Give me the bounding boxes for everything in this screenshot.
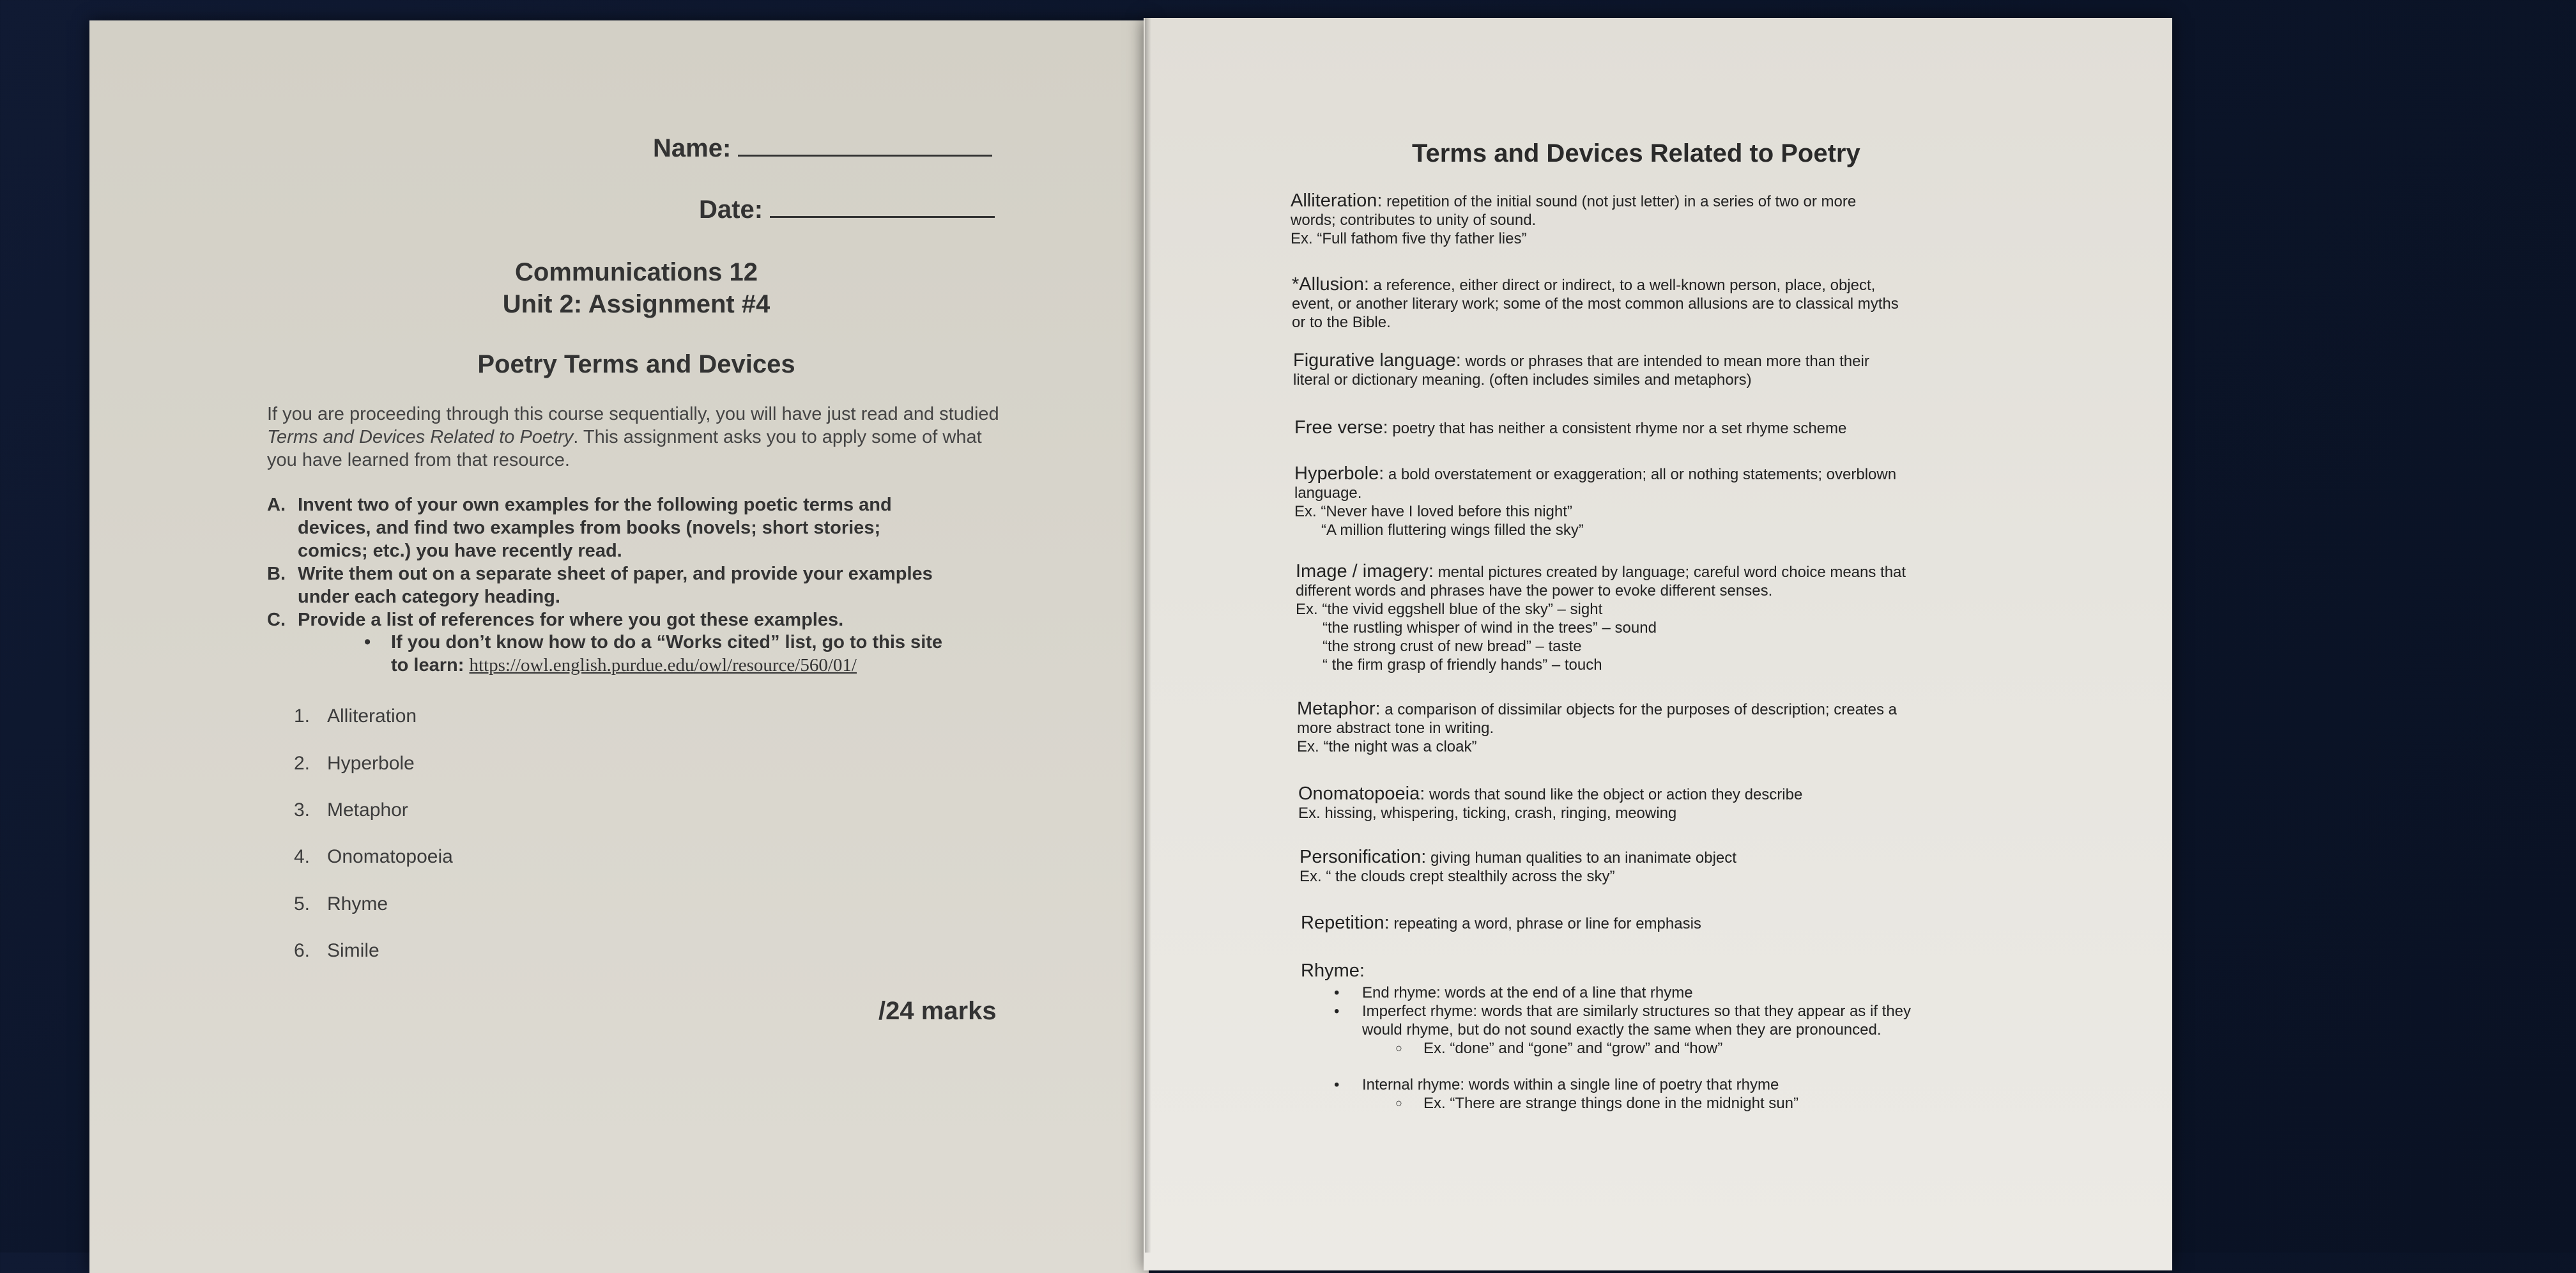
term-item-rhyme [294, 893, 388, 915]
step-line: Write them out on a separate sheet of paper, and provide your examples [298, 564, 933, 584]
rhyme-text: would rhyme, but do not sound exactly the same when they are pronounced. [1362, 1021, 1882, 1038]
total-marks: /24 marks [878, 997, 997, 1025]
term-number: 2. [294, 753, 310, 774]
step-a [267, 493, 933, 562]
def-imagery [1296, 562, 1906, 674]
def-text: a bold overstatement or exaggeration; all or nothing statements; overblown [1384, 466, 1897, 483]
def-text: literal or dictionary meaning. (often includes similes and metaphors) [1293, 371, 1752, 389]
def-text: words or phrases that are intended to mean more than their [1460, 353, 1869, 370]
def-example: Ex. “Full fathom five thy father lies” [1291, 230, 1527, 247]
def-text: poetry that has neither a consistent rhyme nor a set rhyme scheme [1388, 420, 1847, 437]
def-example: “the strong crust of new bread” – taste [1322, 638, 1582, 655]
instruction-steps [267, 493, 933, 631]
def-term: *Allusion: [1292, 274, 1369, 295]
step-line: comics; etc.) you have recently read. [298, 541, 622, 561]
def-example: “ the firm grasp of friendly hands” – touch [1322, 656, 1602, 674]
term-item-hyperbole [294, 753, 415, 775]
name-blank [738, 155, 992, 157]
intro-text-1: If you are proceeding through this course sequentially, you will have just read and studied [267, 404, 999, 424]
bullet-dot: • [1334, 984, 1340, 1001]
def-text: or to the Bible. [1292, 314, 1391, 331]
bullet-line-1: If you don’t know how to do a “Works cited” list, go to this site [391, 632, 943, 652]
works-cited-bullet [364, 631, 942, 677]
def-text: giving human qualities to an inanimate object [1426, 849, 1736, 867]
term-label: Metaphor [327, 799, 408, 821]
def-text: words; contributes to unity of sound. [1291, 212, 1537, 229]
intro-italic: Terms and Devices Related to Poetry [267, 427, 574, 447]
def-text: more abstract tone in writing. [1297, 720, 1494, 737]
def-example: Ex. “the night was a cloak” [1297, 738, 1477, 755]
step-b [267, 562, 933, 608]
bullet-dot: • [1334, 1003, 1340, 1020]
def-example: Ex. “Never have I loved before this night” [1294, 503, 1572, 520]
def-term: Onomatopoeia: [1298, 783, 1425, 804]
term-item-metaphor [294, 799, 408, 821]
circle-bullet-icon: ○ [1395, 1042, 1402, 1054]
step-line: devices, and find two examples from books (novels; short stories; [298, 518, 881, 538]
rhyme-item-imperfect [1301, 1002, 1911, 1021]
rhyme-example: Ex. “There are strange things done in the midnight sun” [1423, 1095, 1798, 1112]
course-name: Communications 12 [514, 258, 758, 286]
def-alliteration [1291, 192, 1856, 248]
def-text: a reference, either direct or indirect, to a well-known person, place, object, [1368, 277, 1876, 294]
def-allusion [1292, 275, 1899, 332]
def-term: Image / imagery: [1296, 561, 1434, 582]
term-label: Rhyme [327, 893, 388, 914]
def-hyperbole [1294, 465, 1896, 539]
date-field [699, 196, 995, 224]
term-item-alliteration [294, 706, 417, 727]
def-text: repetition of the initial sound (not just letter) in a series of two or more [1382, 193, 1857, 210]
def-term: Hyperbole: [1294, 463, 1384, 484]
rhyme-example-internal [1301, 1094, 1911, 1113]
step-letter: C. [267, 610, 286, 630]
def-example: “A million fluttering wings filled the sky” [1321, 521, 1584, 539]
term-number: 5. [294, 893, 310, 914]
def-repetition [1301, 914, 1701, 933]
spacer [1301, 1058, 1911, 1076]
page-fold [1145, 18, 1151, 1253]
rhyme-example: Ex. “done” and “gone” and “grow” and “how” [1423, 1040, 1723, 1057]
def-text: repeating a word, phrase or line for emphasis [1389, 915, 1701, 932]
def-metaphor [1297, 700, 1897, 756]
step-c [267, 608, 933, 631]
def-onomatopoeia [1298, 785, 1802, 822]
def-text: different words and phrases have the power to evoke different senses. [1296, 582, 1773, 599]
def-example: Ex. hissing, whispering, ticking, crash, ringing, meowing [1298, 805, 1677, 822]
def-rhyme [1301, 962, 1365, 980]
term-number: 4. [294, 846, 310, 867]
def-term: Free verse: [1294, 417, 1388, 438]
reference-title: Terms and Devices Related to Poetry [1412, 139, 1860, 167]
term-number: 3. [294, 799, 310, 821]
def-figurative-language [1293, 351, 1869, 389]
def-term: Rhyme: [1301, 961, 1365, 981]
rhyme-text: End rhyme: words at the end of a line that rhyme [1362, 984, 1693, 1001]
term-label: Simile [327, 940, 379, 961]
intro-paragraph [267, 403, 1002, 472]
unit-name: Unit 2: Assignment #4 [502, 290, 770, 318]
date-blank [770, 216, 995, 218]
bullet-dot: • [1334, 1076, 1340, 1093]
def-example: “the rustling whisper of wind in the trees” – sound [1322, 619, 1657, 636]
def-example: Ex. “the vivid eggshell blue of the sky” – sight [1296, 601, 1603, 618]
circle-bullet-icon: ○ [1395, 1097, 1402, 1109]
course-heading [381, 256, 892, 320]
def-text: mental pictures created by language; careful word choice means that [1433, 564, 1906, 581]
def-text: event, or another literary work; some of the most common allusions are to classical myths [1292, 295, 1899, 312]
rhyme-text: Imperfect rhyme: words that are similarly structures so that they appear as if they [1362, 1003, 1912, 1020]
step-letter: B. [267, 564, 286, 584]
name-label: Name: [653, 134, 732, 162]
def-personification [1300, 848, 1736, 886]
def-example: Ex. “ the clouds crept stealthily across the sky” [1300, 868, 1615, 885]
def-text: language. [1294, 484, 1362, 502]
term-item-simile [294, 940, 379, 962]
def-term: Repetition: [1301, 913, 1390, 933]
rhyme-item-internal [1301, 1076, 1911, 1094]
term-label: Hyperbole [327, 753, 415, 774]
def-free-verse [1294, 419, 1846, 438]
rhyme-item-end [1301, 984, 1911, 1002]
def-term: Alliteration: [1291, 190, 1383, 211]
works-cited-link[interactable]: https://owl.english.purdue.edu/owl/resource/560/01/ [469, 655, 857, 675]
date-label: Date: [699, 196, 763, 224]
term-item-onomatopoeia [294, 846, 453, 868]
rhyme-text: Internal rhyme: words within a single line of poetry that rhyme [1362, 1076, 1779, 1093]
step-line: Provide a list of references for where you got these examples. [298, 610, 844, 630]
def-term: Metaphor: [1297, 698, 1381, 719]
name-field [653, 134, 992, 163]
bullet-line-2: to learn: [391, 655, 470, 675]
rhyme-example-imperfect [1301, 1039, 1911, 1058]
step-letter: A. [267, 495, 286, 515]
term-number: 1. [294, 706, 310, 727]
rhyme-list [1301, 984, 1911, 1113]
bullet-dot: • [364, 632, 371, 652]
term-label: Onomatopoeia [327, 846, 453, 867]
term-number: 6. [294, 940, 310, 961]
def-text: a comparison of dissimilar objects for the purposes of description; creates a [1380, 701, 1897, 718]
assignment-title: Poetry Terms and Devices [477, 350, 795, 378]
step-line: under each category heading. [298, 587, 560, 607]
step-line: Invent two of your own examples for the following poetic terms and [298, 495, 892, 515]
intro-text-2: . This assignment asks you to apply some of what you have learned from that resource. [267, 427, 982, 470]
def-term: Personification: [1300, 847, 1427, 867]
def-text: words that sound like the object or action they describe [1425, 786, 1803, 803]
def-term: Figurative language: [1293, 350, 1461, 371]
term-label: Alliteration [327, 706, 417, 727]
